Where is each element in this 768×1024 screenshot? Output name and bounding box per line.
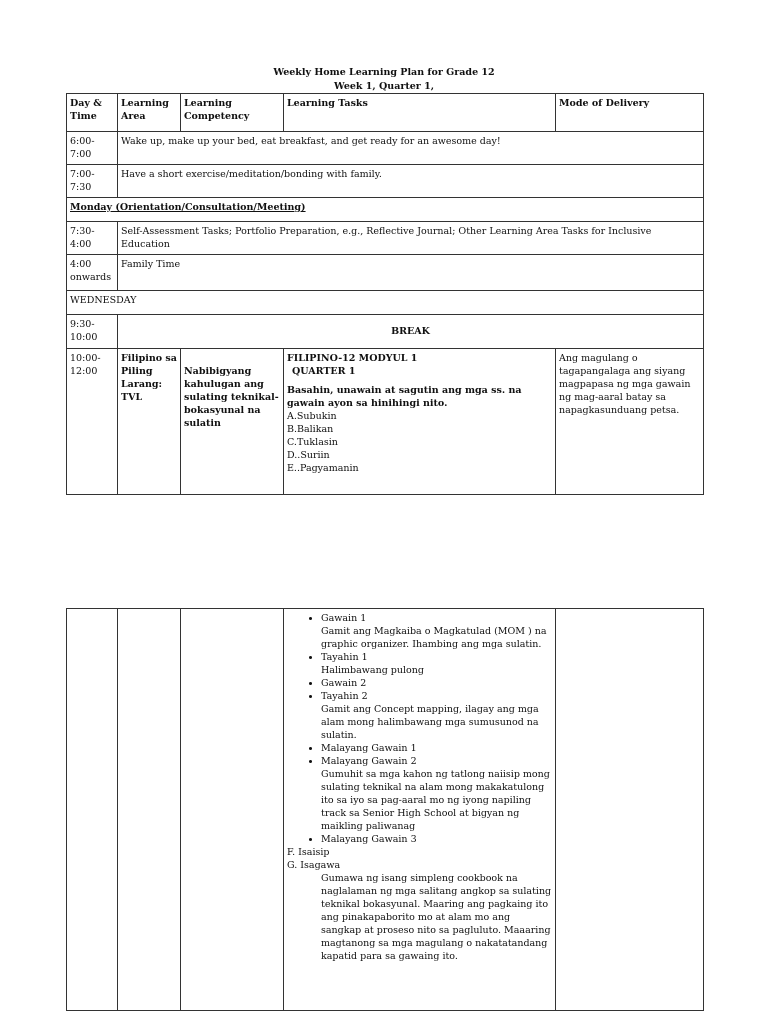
module-quarter: QUARTER 1	[292, 366, 356, 377]
module-title: FILIPINO-12 MODYUL 1	[287, 353, 418, 364]
activity-list	[287, 612, 552, 846]
list-item	[321, 833, 552, 846]
list-item	[321, 742, 552, 755]
activity-label: Malayang Gawain 3	[321, 834, 417, 845]
table-header-row	[67, 94, 704, 132]
task-item: A.Subukin	[287, 411, 337, 422]
activity-label: Gawain 2	[321, 678, 367, 689]
monday-heading: Monday (Orientation/Consultation/Meeting)	[67, 198, 704, 222]
activity-desc: Halimbawang pulong	[321, 665, 424, 676]
task-instruction: Basahin, unawain at sagutin ang mga ss. na gawain ayon sa hinihingi nito.	[287, 385, 522, 409]
row-text: Self-Assessment Tasks; Portfolio Preparation, e.g., Reflective Journal; Other Learning Area Tasks for Inclusive Education	[118, 222, 704, 255]
header-mode-of-delivery: Mode of Delivery	[556, 94, 704, 132]
table-row	[67, 255, 704, 291]
table-row	[67, 132, 704, 165]
mode-of-delivery-cell: Ang magulang o tagapangalaga ang siyang magpapasa ng mga gawain ng mag-aaral batay sa napagkasunduang petsa.	[556, 349, 704, 495]
task-item: B.Balikan	[287, 424, 334, 435]
empty-cell	[181, 609, 284, 1011]
learning-plan-table	[66, 93, 704, 495]
document-subtitle: Week 1, Quarter 1,	[333, 81, 435, 92]
row-text: Family Time	[118, 255, 704, 291]
table-row	[67, 609, 704, 1011]
table-row	[67, 315, 704, 349]
activity-label: Malayang Gawain 2	[321, 756, 417, 767]
isagawa-desc: Gumawa ng isang simpleng cookbook na naglalaman ng mga salitang angkop sa sulating teknikal bokasyunal. Maaring ang pagkaing ito ang pinakapaborito mo at alam mo ang sangkap at proseso nito sa pagluluto. Maaaring magtanong sa mga magulang o nakatatandang kapatid para sa gawaing ito.	[321, 873, 552, 962]
list-item	[321, 755, 552, 833]
empty-cell	[556, 609, 704, 1011]
task-item: C.Tuklasin	[287, 437, 338, 448]
list-item	[321, 677, 552, 690]
table-row	[67, 165, 704, 198]
activity-label: Gawain 1	[321, 613, 367, 624]
section-isaisip: F. Isaisip	[287, 847, 330, 858]
row-time: 10:00-12:00	[67, 349, 118, 495]
row-time: 7:30-4:00	[67, 222, 118, 255]
table-row	[67, 291, 704, 315]
header-learning-competency: Learning Competency	[181, 94, 284, 132]
row-time: 4:00 onwards	[67, 255, 118, 291]
row-time: 7:00-7:30	[67, 165, 118, 198]
activity-label: Tayahin 2	[321, 691, 368, 702]
activity-label: Malayang Gawain 1	[321, 743, 417, 754]
task-item: E..Pagyamanin	[287, 463, 359, 474]
activity-label: Tayahin 1	[321, 652, 368, 663]
row-time: 9:30-10:00	[67, 315, 118, 349]
header-learning-tasks: Learning Tasks	[284, 94, 556, 132]
row-text: Wake up, make up your bed, eat breakfast, and get ready for an awesome day!	[118, 132, 704, 165]
task-item: D..Suriin	[287, 450, 330, 461]
activity-desc: Gumuhit sa mga kahon ng tatlong naiisip mong sulating teknikal na alam mong makakatulong ito sa iyo sa pag-aaral mo ng iyong napiling track sa Senior High School at bigyan ng maikling paliwanag	[321, 769, 550, 832]
header-learning-area: Learning Area	[118, 94, 181, 132]
learning-area-cell: Filipino sa Piling Larang: TVL	[118, 349, 181, 495]
activity-desc: Gamit ang Magkaiba o Magkatulad (MOM ) na graphic organizer. Ihambing ang mga sulatin.	[321, 626, 547, 650]
learning-competency-cell: Nabibigyang kahulugan ang sulating teknikal-bokasyunal na sulatin	[181, 349, 284, 495]
learning-tasks-cell	[284, 349, 556, 495]
table-row	[67, 222, 704, 255]
break-label: BREAK	[118, 315, 704, 349]
list-item	[321, 690, 552, 742]
list-item	[321, 612, 552, 651]
list-item	[321, 651, 552, 677]
continuation-table	[66, 608, 704, 1011]
table-row	[67, 349, 704, 495]
section-isagawa: G. Isagawa	[287, 860, 341, 871]
header-day-time: Day & Time	[67, 94, 118, 132]
wednesday-heading: WEDNESDAY	[67, 291, 704, 315]
row-time: 6:00-7:00	[67, 132, 118, 165]
empty-cell	[118, 609, 181, 1011]
row-text: Have a short exercise/meditation/bonding with family.	[118, 165, 704, 198]
continuation-tasks-cell	[284, 609, 556, 1011]
activity-desc: Gamit ang Concept mapping, ilagay ang mga alam mong halimbawang mga sumusunod na sulatin.	[321, 704, 539, 741]
document-title: Weekly Home Learning Plan for Grade 12	[273, 67, 495, 78]
table-row	[67, 198, 704, 222]
empty-cell	[67, 609, 118, 1011]
